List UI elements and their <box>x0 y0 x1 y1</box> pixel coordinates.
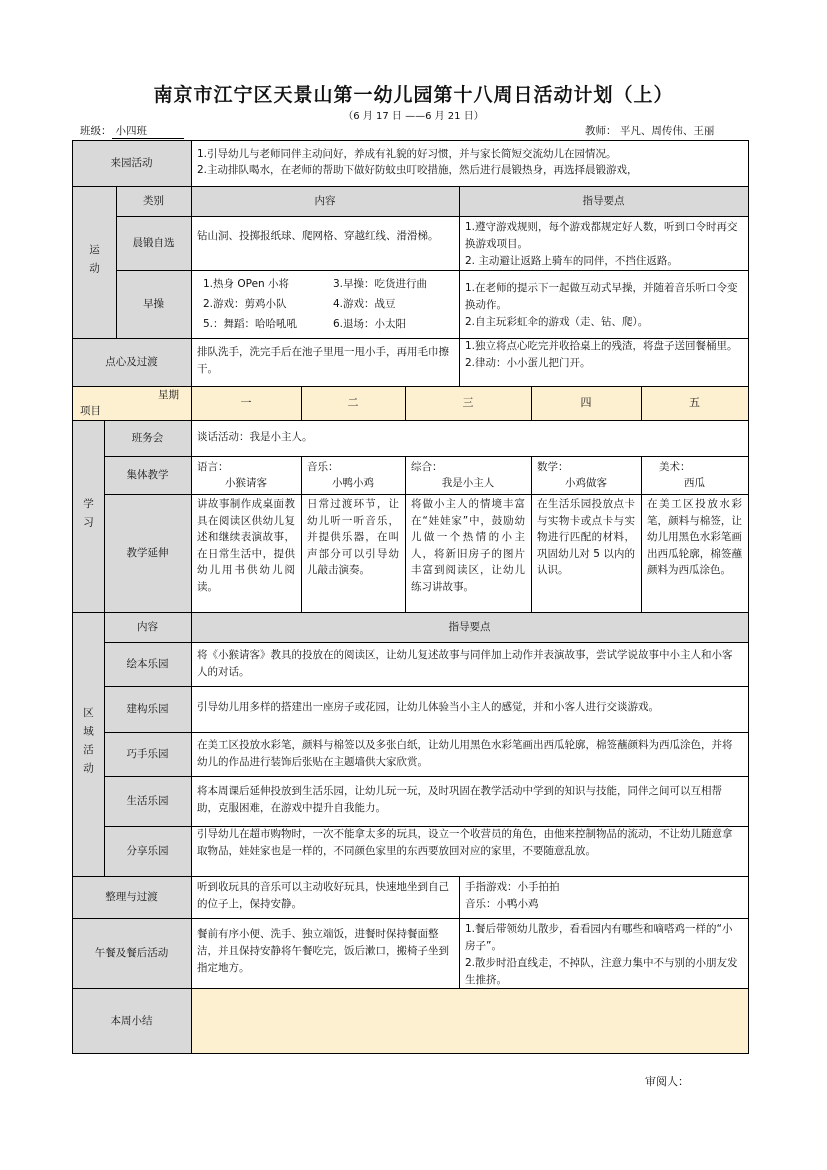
drill-item-2: 2.游戏：剪鸡小队 <box>203 298 287 310</box>
class-info <box>80 123 184 139</box>
week-corner <box>72 386 191 420</box>
area-share-label: 分享乐园 <box>104 826 191 876</box>
morning-content: 钻山洞、投掷报纸球、爬网格、穿越红线、滑滑梯。 <box>197 230 439 242</box>
collective-tue-subject: 音乐： <box>307 461 339 473</box>
collective-thu-subject: 数学： <box>537 461 569 473</box>
areas-col-guide: 指导要点 <box>191 612 748 642</box>
drill-item-3: 3.早操：吃货进行曲 <box>333 278 428 290</box>
teacher-info: 教师： 平凡、周传伟、王丽 <box>585 125 715 137</box>
extension-thu: 在生活乐园投放点卡与实物卡或点卡与实物进行匹配的材料，巩固幼儿对 5 以内的认识。 <box>537 498 635 576</box>
area-crafts-text: 在美工区投放水彩笔，颜料与棉签以及多张白纸，让幼儿用黑色水彩笔画出西瓜轮廓，棉签蘸颜料为西瓜涂色，并将幼儿的作品进行装饰后张贴在主题墙供大家欣赏。 <box>197 739 733 768</box>
drill-item-5: 5.：舞蹈：哈哈吼吼 <box>203 318 298 330</box>
day-tue: 二 <box>301 386 405 420</box>
lunch-guide: 1.餐后带领幼儿散步，看看园内有哪些和嘀嗒鸡一样的“小房子”。 2.散步时沿直线走，不掉队，注意力集中不与别的小朋友发生推挤。 <box>465 923 738 986</box>
arrival-content <box>191 140 748 186</box>
lunch-content: 餐前有序小便、洗手、独立端饭，进餐时保持餐面整洁，并且保持安静将午餐吃完，饭后漱口，搬椅子坐到指定地方。 <box>197 928 449 974</box>
collective-thu-topic: 小鸡做客 <box>565 477 607 489</box>
drill-label: 早操 <box>116 270 191 338</box>
drill-item-1: 1.热身 OPen 小将 <box>203 278 290 290</box>
collective-wed-subject: 综合： <box>411 461 443 473</box>
class-value: 小四班 <box>112 123 184 139</box>
exercise-label: 运动 <box>72 186 116 338</box>
collective-fri <box>641 456 748 494</box>
area-picturebook-text: 将《小猴请客》教具的投放在的阅读区，让幼儿复述故事与同伴加上动作并表演故事，尝试学说故事中小主人和小客人的对话。 <box>197 649 733 678</box>
drill-item-4: 4.游戏：战豆 <box>333 298 396 310</box>
area-life-label: 生活乐园 <box>104 776 191 826</box>
drill-item-6: 6.退场：小太阳 <box>333 318 407 330</box>
week-header-bottom: 项目 <box>80 405 101 417</box>
tidy-guide: 手指游戏：小手拍拍 音乐：小鸭小鸡 <box>465 881 560 910</box>
area-building-text: 引导幼儿用多样的搭建出一座房子或花园，让幼儿体验当小主人的感觉，并和小客人进行交谈游戏。 <box>197 701 659 713</box>
area-picturebook-label: 绘本乐园 <box>104 642 191 686</box>
collective-mon-subject: 语言： <box>197 461 229 473</box>
drill-guide: 1.在老师的提示下一起做互动式早操，并随着音乐听口令变换动作。 2.自主玩彩虹伞的游戏（走、钻、爬）。 <box>465 282 738 328</box>
drill-content <box>191 270 459 338</box>
snack-content: 排队洗手，洗完手后在池子里甩一甩小手，再用毛巾擦干。 <box>197 346 449 375</box>
areas-label: 区域活动 <box>72 612 104 876</box>
collective-tue <box>301 456 405 494</box>
snack-label: 点心及过渡 <box>72 338 191 386</box>
page-title: 南京市江宁区天景山第一幼儿园第十八周日活动计划（上） <box>153 84 674 106</box>
arrival-line-2: 2.主动排队喝水，在老师的帮助下做好防蚊虫叮咬措施，然后进行晨锻热身，再选择晨锻游戏， <box>197 164 638 176</box>
collective-wed-topic: 我是小主人 <box>441 477 495 489</box>
summary-content <box>191 988 748 1054</box>
area-crafts-label: 巧手乐园 <box>104 732 191 776</box>
extension-fri: 在美工区投放水彩笔，颜料与棉签，让幼儿用黑色水彩笔画出西瓜轮廓，棉签蘸颜料为西瓜涂色。 <box>647 498 742 576</box>
collective-label: 集体教学 <box>104 456 191 494</box>
area-building-label: 建构乐园 <box>104 686 191 732</box>
collective-mon <box>191 456 301 494</box>
day-thu: 四 <box>531 386 641 420</box>
tidy-label: 整理与过渡 <box>72 876 191 918</box>
collective-mon-topic: 小猴请客 <box>225 477 267 489</box>
areas-col-content: 内容 <box>104 612 191 642</box>
learning-label: 学习 <box>72 420 104 612</box>
area-share-text: 引导幼儿在超市购物时，一次不能拿太多的玩具，设立一个收营员的角色，由他来控制物品的流动，不让幼儿随意拿取物品，娃娃家也是一样的，不同颜色家里的东西要放回对应的家里，不要随意乱放。 <box>197 828 733 857</box>
collective-wed <box>405 456 531 494</box>
snack-guide: 1.独立将点心吃完并收拾桌上的残渣，将盘子送回餐桶里。 2.律动：小小蛋儿把门开。 <box>465 340 738 369</box>
day-mon: 一 <box>191 386 301 420</box>
reviewer-label: 审阅人： <box>645 1075 689 1088</box>
class-meeting-label: 班务会 <box>104 420 191 456</box>
date-range: （6 月 17 日 ——6 月 21 日） <box>343 111 484 122</box>
class-meeting-content: 谈话活动：我是小主人。 <box>197 431 313 443</box>
morning-label: 晨锻自选 <box>116 216 191 270</box>
arrival-label: 来园活动 <box>72 140 191 186</box>
day-fri: 五 <box>641 386 748 420</box>
week-header-top: 星期 <box>158 389 179 401</box>
summary-label: 本周小结 <box>72 988 191 1054</box>
collective-fri-subject: 美术： <box>659 461 691 473</box>
lunch-label: 午餐及餐后活动 <box>72 918 191 988</box>
arrival-line-1: 1.引导幼儿与老师同伴主动问好，养成有礼貌的好习惯，并与家长简短交流幼儿在园情况。 <box>197 148 617 160</box>
area-life-text: 将本周课后延伸投放到生活乐园，让幼儿玩一玩，及时巩固在教学活动中学到的知识与技能，同伴之间可以互相帮助，克服困难，在游戏中提升自我能力。 <box>197 785 722 814</box>
col-content: 内容 <box>191 186 459 216</box>
collective-thu <box>531 456 641 494</box>
tidy-content: 听到收玩具的音乐可以主动收好玩具，快速地坐到自己的位子上，保持安静。 <box>197 881 449 910</box>
class-label: 班级： <box>80 125 112 137</box>
extension-mon: 讲故事制作成桌面教具在阅读区供幼儿复述和继续表演故事，在日常生活中，提供幼儿用书供幼儿阅读。 <box>197 498 295 593</box>
col-guide: 指导要点 <box>459 186 748 216</box>
collective-tue-topic: 小鸭小鸡 <box>332 477 374 489</box>
extension-wed: 将做小主人的情境丰富在“娃娃家”中，鼓励幼儿做一个热情的小主人，将新旧房子的图片丰富到阅读区，让幼儿练习讲故事。 <box>411 498 525 593</box>
day-wed: 三 <box>405 386 531 420</box>
collective-fri-topic: 西瓜 <box>684 477 705 489</box>
morning-guide: 1.遵守游戏规则，每个游戏都规定好人数，听到口令时再交换游戏项目。 2. 主动避让返路上骑车的同伴，不挡住返路。 <box>465 221 738 267</box>
extension-label: 教学延伸 <box>104 494 191 612</box>
extension-tue: 日常过渡环节，让幼儿听一听音乐，并提供乐器，在叫声部分可以引导幼儿敲击演奏。 <box>307 498 399 576</box>
col-category: 类别 <box>116 186 191 216</box>
